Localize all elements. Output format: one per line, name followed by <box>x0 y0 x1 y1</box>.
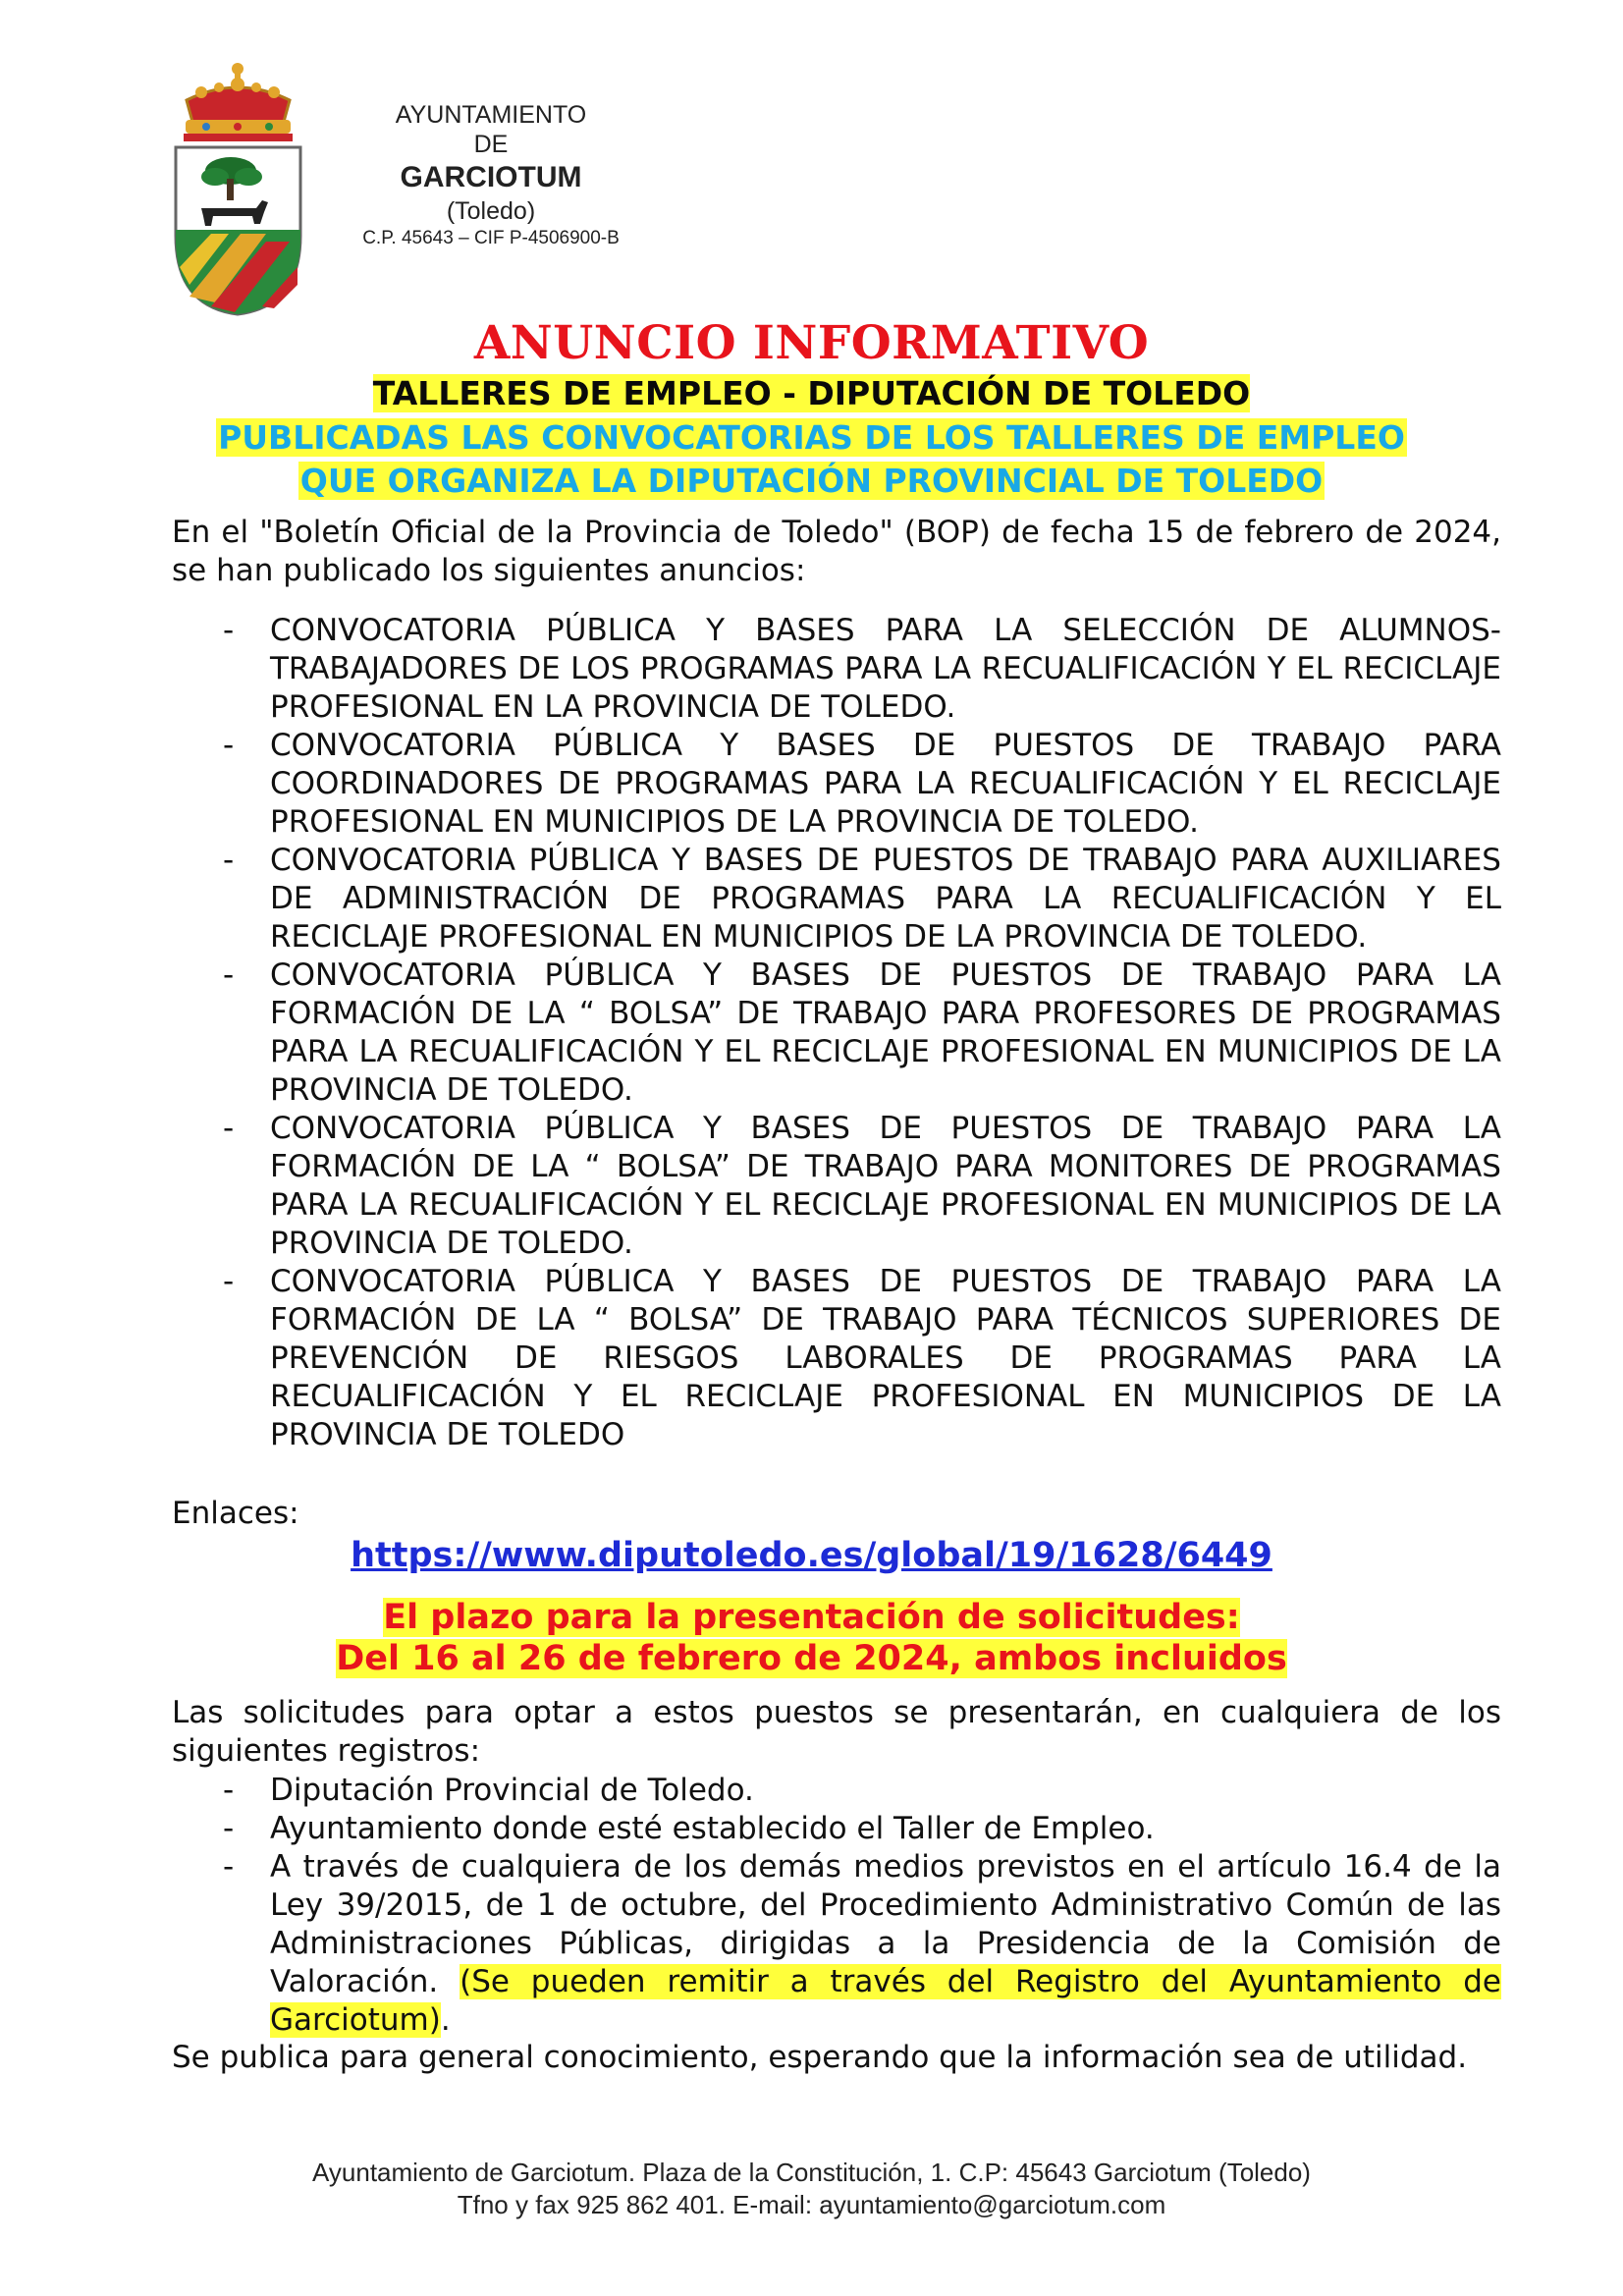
org-codes: C.P. 45643 – CIF P-4506900-B <box>362 228 620 248</box>
convocatoria-text: CONVOCATORIA PÚBLICA Y BASES DE PUESTOS DE TRABAJO PARA LA FORMACIÓN DE LA “ BOLSA” DE TRABAJO PARA PROFESORES DE PROGRAMAS PARA LA RECUALIFICACIÓN Y EL RECICLAJE PROFESIONAL EN MUNICIPIOS DE LA PROVINCIA DE TOLEDO. <box>270 957 1501 1108</box>
list-dash: - <box>223 1849 235 1885</box>
registro-text: Diputación Provincial de Toledo. <box>270 1773 754 1808</box>
registro-text: Ayuntamiento donde esté establecido el Taller de Empleo. <box>270 1811 1155 1846</box>
announcement-title: ANUNCIO INFORMATIVO <box>473 316 1150 370</box>
headline-line-2: QUE ORGANIZA LA DIPUTACIÓN PROVINCIAL DE TOLEDO <box>299 462 1324 500</box>
coat-of-arms-logo <box>172 61 304 318</box>
list-dash: - <box>223 1264 235 1299</box>
list-dash: - <box>223 1773 235 1808</box>
convocatoria-text: CONVOCATORIA PÚBLICA Y BASES DE PUESTOS DE TRABAJO PARA AUXILIARES DE ADMINISTRACIÓN DE PROGRAMAS PARA LA RECUALIFICACIÓN Y EL RECICLAJE PROFESIONAL EN MUNICIPIOS DE LA PROVINCIA DE TOLEDO. <box>270 843 1501 955</box>
list-dash: - <box>223 843 235 878</box>
convocatorias-list <box>172 612 1501 1454</box>
deadline-line-1: El plazo para la presentación de solicitudes: <box>383 1598 1240 1637</box>
convocatoria-text: CONVOCATORIA PÚBLICA Y BASES PARA LA SELECCIÓN DE ALUMNOS-TRABAJADORES DE LOS PROGRAMAS PARA LA RECUALIFICACIÓN Y EL RECICLAJE PROFESIONAL EN LA PROVINCIA DE TOLEDO. <box>270 613 1501 725</box>
closing-paragraph: Se publica para general conocimiento, esperando que la información sea de utilidad. <box>172 2040 1468 2075</box>
solicitudes-paragraph: Las solicitudes para optar a estos puestos se presentarán, en cualquiera de los siguientes registros: <box>172 1695 1501 1769</box>
announcement-headline <box>0 416 1623 503</box>
diputoledo-link[interactable]: https://www.diputoledo.es/global/19/1628/6449 <box>351 1536 1272 1575</box>
list-item <box>172 612 1501 727</box>
list-dash: - <box>223 1811 235 1846</box>
list-item <box>172 1810 1501 1848</box>
list-item <box>172 1110 1501 1263</box>
registro-text: A través de cualquiera de los demás medios previstos en el artículo 16.4 de la Ley 39/2015, de 1 de octubre, del Procedimiento Administrativo Común de las Administraciones Públicas, dirigidas a la Presidencia de la Comisión de Valoración. <box>270 1849 1501 1999</box>
convocatoria-text: CONVOCATORIA PÚBLICA Y BASES DE PUESTOS DE TRABAJO PARA LA FORMACIÓN DE LA “ BOLSA” DE TRABAJO PARA TÉCNICOS SUPERIORES DE PREVENCIÓN DE RIESGOS LABORALES DE PROGRAMAS PARA LA RECUALIFICACIÓN Y EL RECICLAJE PROFESIONAL EN MUNICIPIOS DE LA PROVINCIA DE TOLEDO <box>270 1264 1501 1452</box>
subtitle-text: TALLERES DE EMPLEO - DIPUTACIÓN DE TOLEDO <box>372 374 1251 412</box>
list-item <box>172 1263 1501 1454</box>
convocatoria-text: CONVOCATORIA PÚBLICA Y BASES DE PUESTOS DE TRABAJO PARA LA FORMACIÓN DE LA “ BOLSA” DE TRABAJO PARA MONITORES DE PROGRAMAS PARA LA RECUALIFICACIÓN Y EL RECICLAJE PROFESIONAL EN MUNICIPIOS DE LA PROVINCIA DE TOLEDO. <box>270 1111 1501 1261</box>
org-name: GARCIOTUM <box>400 161 582 193</box>
link-container <box>0 1534 1623 1577</box>
list-item <box>172 842 1501 957</box>
list-item <box>172 727 1501 842</box>
org-province: (Toledo) <box>446 197 536 225</box>
deadline-box <box>0 1597 1623 1679</box>
org-line-1: AYUNTAMIENTO <box>395 101 587 129</box>
org-line-2: DE <box>473 131 509 158</box>
intro-paragraph: En el "Boletín Oficial de la Provincia de Toledo" (BOP) de fecha 15 de febrero de 2024, se han publicado los siguientes anuncios: <box>172 515 1501 588</box>
list-dash: - <box>223 728 235 763</box>
convocatoria-text: CONVOCATORIA PÚBLICA Y BASES DE PUESTOS DE TRABAJO PARA COORDINADORES DE PROGRAMAS PARA LA RECUALIFICACIÓN Y EL RECICLAJE PROFESIONAL EN MUNICIPIOS DE LA PROVINCIA DE TOLEDO. <box>270 728 1501 840</box>
links-label: Enlaces: <box>172 1496 299 1531</box>
deadline-line-2: Del 16 al 26 de febrero de 2024, ambos incluidos <box>336 1639 1287 1678</box>
headline-line-1: PUBLICADAS LAS CONVOCATORIAS DE LOS TALLERES DE EMPLEO <box>218 418 1405 457</box>
list-dash: - <box>223 613 235 648</box>
footer-contact: Tfno y fax 925 862 401. E-mail: ayuntamiento@garciotum.com <box>457 2190 1166 2219</box>
registros-list <box>172 1772 1501 2040</box>
list-dash: - <box>223 957 235 993</box>
organization-header <box>334 100 648 251</box>
list-item <box>172 1772 1501 1810</box>
list-item <box>172 1848 1501 2040</box>
list-item <box>172 957 1501 1110</box>
registro-end: . <box>440 2002 451 2038</box>
list-dash: - <box>223 1111 235 1146</box>
page-footer <box>0 2157 1623 2221</box>
registro-highlight: (Se pueden remitir a través del Registro del Ayuntamiento de Garciotum) <box>270 1964 1501 2038</box>
announcement-subtitle <box>0 373 1623 414</box>
footer-address: Ayuntamiento de Garciotum. Plaza de la Constitución, 1. C.P: 45643 Garciotum (Toledo) <box>312 2158 1311 2187</box>
